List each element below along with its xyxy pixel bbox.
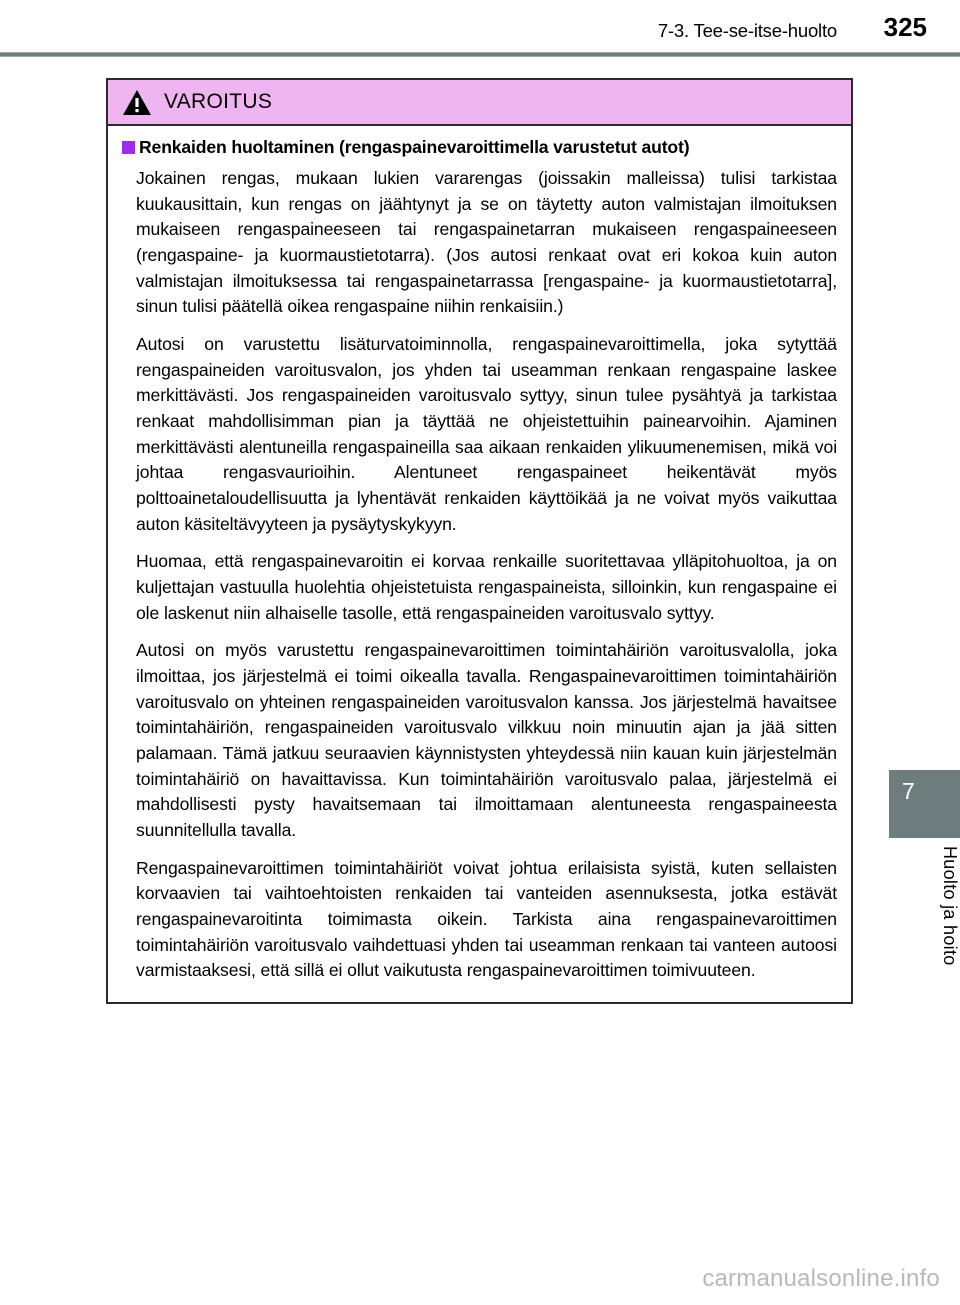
purple-square-bullet-icon <box>122 141 135 154</box>
warning-title-bar <box>108 80 851 126</box>
warning-triangle-icon <box>122 89 152 116</box>
warning-paragraph: Huomaa, että rengaspainevaroitin ei korvaa renkaille suoritettavaa ylläpitohuoltoa, ja on kuljettajan vastuulla huolehtia ohjeistetuista rengaspaineista, silloinkin, kun rengaspaine ei ole laskenut niin alhaiselle tasolle, että rengaspaineiden varoitusvalo syttyy. <box>136 551 837 623</box>
header-section-title: 7-3. Tee-se-itse-huolto <box>657 20 837 41</box>
warning-title-label: VAROITUS <box>164 90 273 113</box>
page-header <box>0 0 960 52</box>
footer-watermark: carmanualsonline.info <box>702 1265 940 1292</box>
warning-paragraph: Autosi on varustettu lisäturvatoiminnolla, rengaspainevaroittimella, joka sytyttää rengaspaineiden varoitusvalon, jos yhden tai useamman renkaan rengaspaine laskee merkittävästi. Jos rengaspaineiden varoitusvalo syttyy, sinun tulee pysähtyä ja tarkistaa renkaat mahdollisimman pian ja täyttää ne ohjeistettuihin painearvoihin. Ajaminen merkittävästi alentuneilla rengaspaineilla saa aikaan renkaiden ylikuumenemisen, mikä voi johtaa rengasvaurioihin. Alentuneet rengaspaineet heikentävät myös polttoainetaloudellisuutta ja lyhentävät renkaiden käyttöikää ja ne voivat myös vaikuttaa auton käsiteltävyyteen ja pysäytyskykyyn. <box>136 334 837 534</box>
chapter-tab <box>889 770 960 838</box>
warning-paragraph: Rengaspainevaroittimen toimintahäiriöt voivat johtua erilaisista syistä, kuten sellaisten korvaavien tai vaihtoehtoisten renkaiden tai vanteiden asennuksesta, jotka estävät rengaspainevaroitinta toimimasta oikein. Tarkista aina rengaspainevaroittimen toimintahäiriön varoitusvalo vaihdettuasi yhden tai useamman renkaan tai vanteen autoosi varmistaaksesi, että sillä ei ollut vaikutusta rengaspainevaroittimen toimivuuteen. <box>136 857 837 981</box>
warning-paragraph: Autosi on myös varustettu rengaspainevaroittimen toimintahäiriön varoitusvalolla, joka ilmoittaa, jos järjestelmä ei toimi oikealla tavalla. Rengaspainevaroittimen toimintahäiriön varoitusvalo on yhteinen rengaspaineiden varoitusvalon kanssa. Jos järjestelmä havaitsee toimintahäiriön, rengaspaineiden varoitusvalo vilkkuu noin minuutin ajan ja jää sitten palamaan. Tämä jatkuu seuraavien käynnistysten yhteydessä niin kauan kuin järjestelmän toimintahäiriö on havaittavissa. Kun toimintahäiriön varoitusvalo palaa, järjestelmä ei mahdollisesti pysty havaitsemaan tai ilmoittamaan alentuneesta rengaspaineesta suunnitellulla tavalla. <box>136 640 837 841</box>
warning-body <box>108 126 851 1002</box>
warning-box <box>106 78 853 1004</box>
page-number: 325 <box>883 12 927 42</box>
warning-bullet-heading <box>122 137 837 159</box>
header-divider-rule <box>0 52 960 57</box>
chapter-tab-label: Huolto ja hoito <box>940 846 960 966</box>
warning-paragraph: Jokainen rengas, mukaan lukien vararengas (joissakin malleissa) tulisi tarkistaa kuukausittain, kun rengas on jäähtynyt ja se on täytetty auton valmistajan ilmoituksen mukaiseen rengaspaineeseen tai rengaspainetarran mukaiseen rengaspaineeseen (rengaspaine- ja kuormaustietotarra). (Jos autosi renkaat ovat eri kokoa kuin auton valmistajan ilmoituksessa tai rengaspainetarrassa [rengaspaine- ja kuormaustietotarra], sinun tulisi päätellä oikea rengaspaine niihin renkaisiin.) <box>136 167 837 317</box>
warning-bullet-heading-text: Renkaiden huoltaminen (rengaspainevaroittimella varustetut autot) <box>139 137 690 157</box>
chapter-tab-number: 7 <box>902 778 915 804</box>
